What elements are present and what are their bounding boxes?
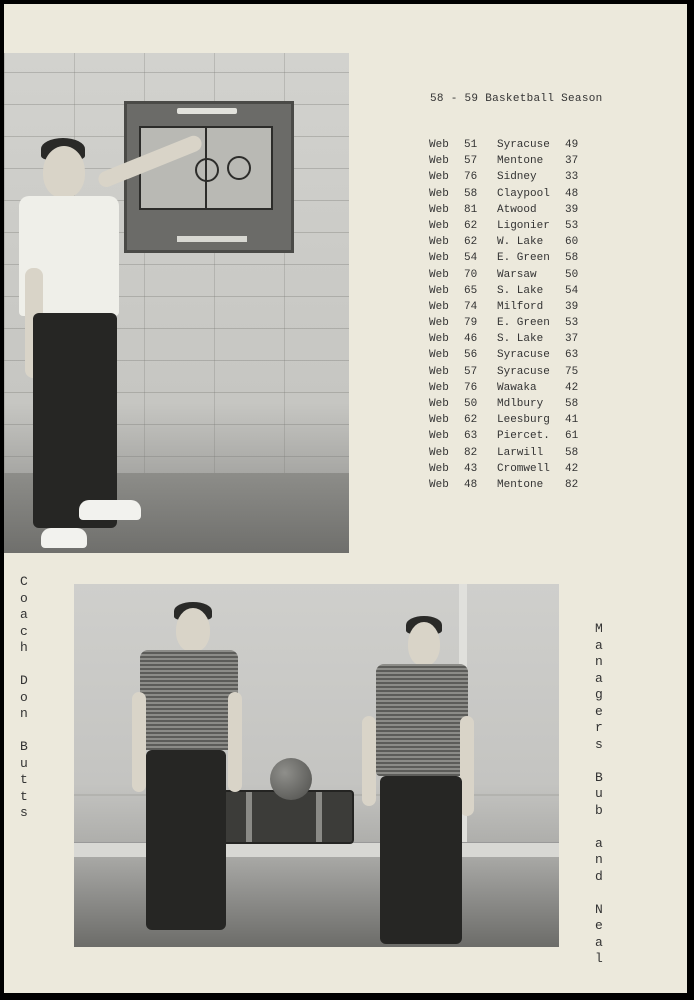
coach-shoe-left [41, 528, 87, 548]
opponent-name: Cromwell [497, 462, 550, 475]
team-name: Web [429, 381, 449, 394]
team-score: 57 [464, 365, 478, 378]
coach-figure [19, 138, 219, 553]
team-score: 76 [464, 171, 478, 184]
team-name: Web [429, 414, 449, 427]
team-name: Web [429, 478, 449, 491]
caption-text: M a n a g e r s B u b a n d N e a l [595, 621, 603, 966]
managers-photo [74, 584, 559, 947]
team-score: 62 [464, 414, 478, 427]
opponent-score: 53 [565, 317, 579, 330]
team-name: Web [429, 171, 449, 184]
team-score: 46 [464, 333, 478, 346]
opponent-name: E. Green [497, 317, 550, 330]
team-score: 81 [464, 203, 478, 216]
key-circle [227, 156, 251, 180]
opponent-score: 41 [565, 414, 579, 427]
opponent-score: 33 [565, 171, 579, 184]
opponent-name: Leesburg [497, 414, 550, 427]
manager-right-arm-right [460, 716, 474, 816]
manager-left-head [176, 608, 210, 652]
team-name: Web [429, 236, 449, 249]
manager-left [132, 602, 252, 942]
manager-right-arm [362, 716, 376, 806]
opponent-name: Larwill [497, 446, 544, 459]
opponent-name: Claypool [497, 187, 550, 200]
opponent-score: 58 [565, 398, 579, 410]
team-name: Web [429, 203, 449, 216]
team-name: Web [429, 139, 449, 151]
team-score: 56 [464, 349, 478, 362]
manager-right-pants [380, 776, 462, 944]
basketball [270, 758, 312, 800]
coach-head [43, 146, 85, 198]
team-name: Web [429, 365, 449, 378]
season-title: 58 - 59 Basketball Season [430, 93, 603, 105]
opponent-score: 61 [565, 430, 579, 443]
team-score: 62 [464, 236, 478, 249]
managers-caption [595, 621, 603, 968]
opponent-score: 42 [565, 381, 579, 394]
opponent-score: 58 [565, 252, 579, 265]
coach-pants [33, 313, 117, 528]
coach-caption [20, 574, 28, 822]
team-score: 43 [464, 462, 478, 475]
team-name: Web [429, 398, 449, 410]
opponent-name: Syracuse [497, 365, 550, 378]
opponent-score: 48 [565, 187, 579, 200]
opponent-score: 60 [565, 236, 579, 249]
team-score: 50 [464, 398, 478, 410]
team-name: Web [429, 187, 449, 200]
opponent-score: 54 [565, 284, 579, 297]
opponent-name: W. Lake [497, 236, 544, 249]
team-score: 82 [464, 446, 478, 459]
opponent-score: 82 [565, 478, 579, 491]
manager-left-pants [146, 750, 226, 930]
opponent-score: 39 [565, 300, 579, 313]
opponent-name: Syracuse [497, 349, 550, 362]
coach-shoe-right [79, 500, 141, 520]
team-score: 65 [464, 284, 478, 297]
opponent-name: E. Green [497, 252, 550, 265]
opponent-score: 37 [565, 155, 579, 168]
team-score: 57 [464, 155, 478, 168]
trunk-band [316, 792, 322, 842]
team-score: 51 [464, 139, 478, 151]
manager-right-head [408, 622, 440, 666]
manager-left-arm-right [228, 692, 242, 792]
team-name: Web [429, 349, 449, 362]
opponent-name: Milford [497, 300, 544, 313]
board-clip [177, 108, 237, 114]
manager-left-arm [132, 692, 146, 792]
yearbook-page [4, 4, 687, 993]
manager-left-shirt [140, 650, 238, 750]
manager-right [356, 616, 486, 946]
opponent-name: Atwood [497, 203, 537, 216]
opponent-score: 50 [565, 268, 579, 281]
team-name: Web [429, 430, 449, 443]
team-name: Web [429, 219, 449, 232]
opponent-score: 75 [565, 365, 579, 378]
opponent-name: Piercet. [497, 430, 550, 443]
team-name: Web [429, 462, 449, 475]
team-name: Web [429, 268, 449, 281]
team-name: Web [429, 252, 449, 265]
caption-text: C o a c h D o n B u t t s [20, 574, 28, 820]
team-name: Web [429, 317, 449, 330]
opponent-score: 49 [565, 139, 579, 151]
opponent-name: Mentone [497, 155, 544, 168]
team-name: Web [429, 446, 449, 459]
team-score: 54 [464, 252, 478, 265]
opponent-name: Mdlbury [497, 398, 544, 410]
team-score: 79 [464, 317, 478, 330]
coach-photo [4, 53, 349, 553]
team-score: 58 [464, 187, 478, 200]
opponent-score: 63 [565, 349, 579, 362]
opponent-name: Syracuse [497, 139, 550, 151]
opponent-name: Warsaw [497, 268, 537, 281]
opponent-score: 39 [565, 203, 579, 216]
opponent-score: 42 [565, 462, 579, 475]
opponent-score: 58 [565, 446, 579, 459]
opponent-name: S. Lake [497, 284, 544, 297]
opponent-name: Wawaka [497, 381, 537, 394]
team-name: Web [429, 333, 449, 346]
team-score: 48 [464, 478, 478, 491]
coach-raised-arm [96, 133, 204, 189]
opponent-name: Mentone [497, 478, 544, 491]
team-score: 70 [464, 268, 478, 281]
team-name: Web [429, 155, 449, 168]
manager-right-shirt [376, 664, 468, 776]
team-name: Web [429, 300, 449, 313]
team-score: 62 [464, 219, 478, 232]
opponent-name: S. Lake [497, 333, 544, 346]
opponent-name: Ligonier [497, 219, 550, 232]
opponent-score: 37 [565, 333, 579, 346]
team-score: 76 [464, 381, 478, 394]
team-score: 74 [464, 300, 478, 313]
team-name: Web [429, 284, 449, 297]
team-score: 63 [464, 430, 478, 443]
opponent-score: 53 [565, 219, 579, 232]
opponent-name: Sidney [497, 171, 537, 184]
